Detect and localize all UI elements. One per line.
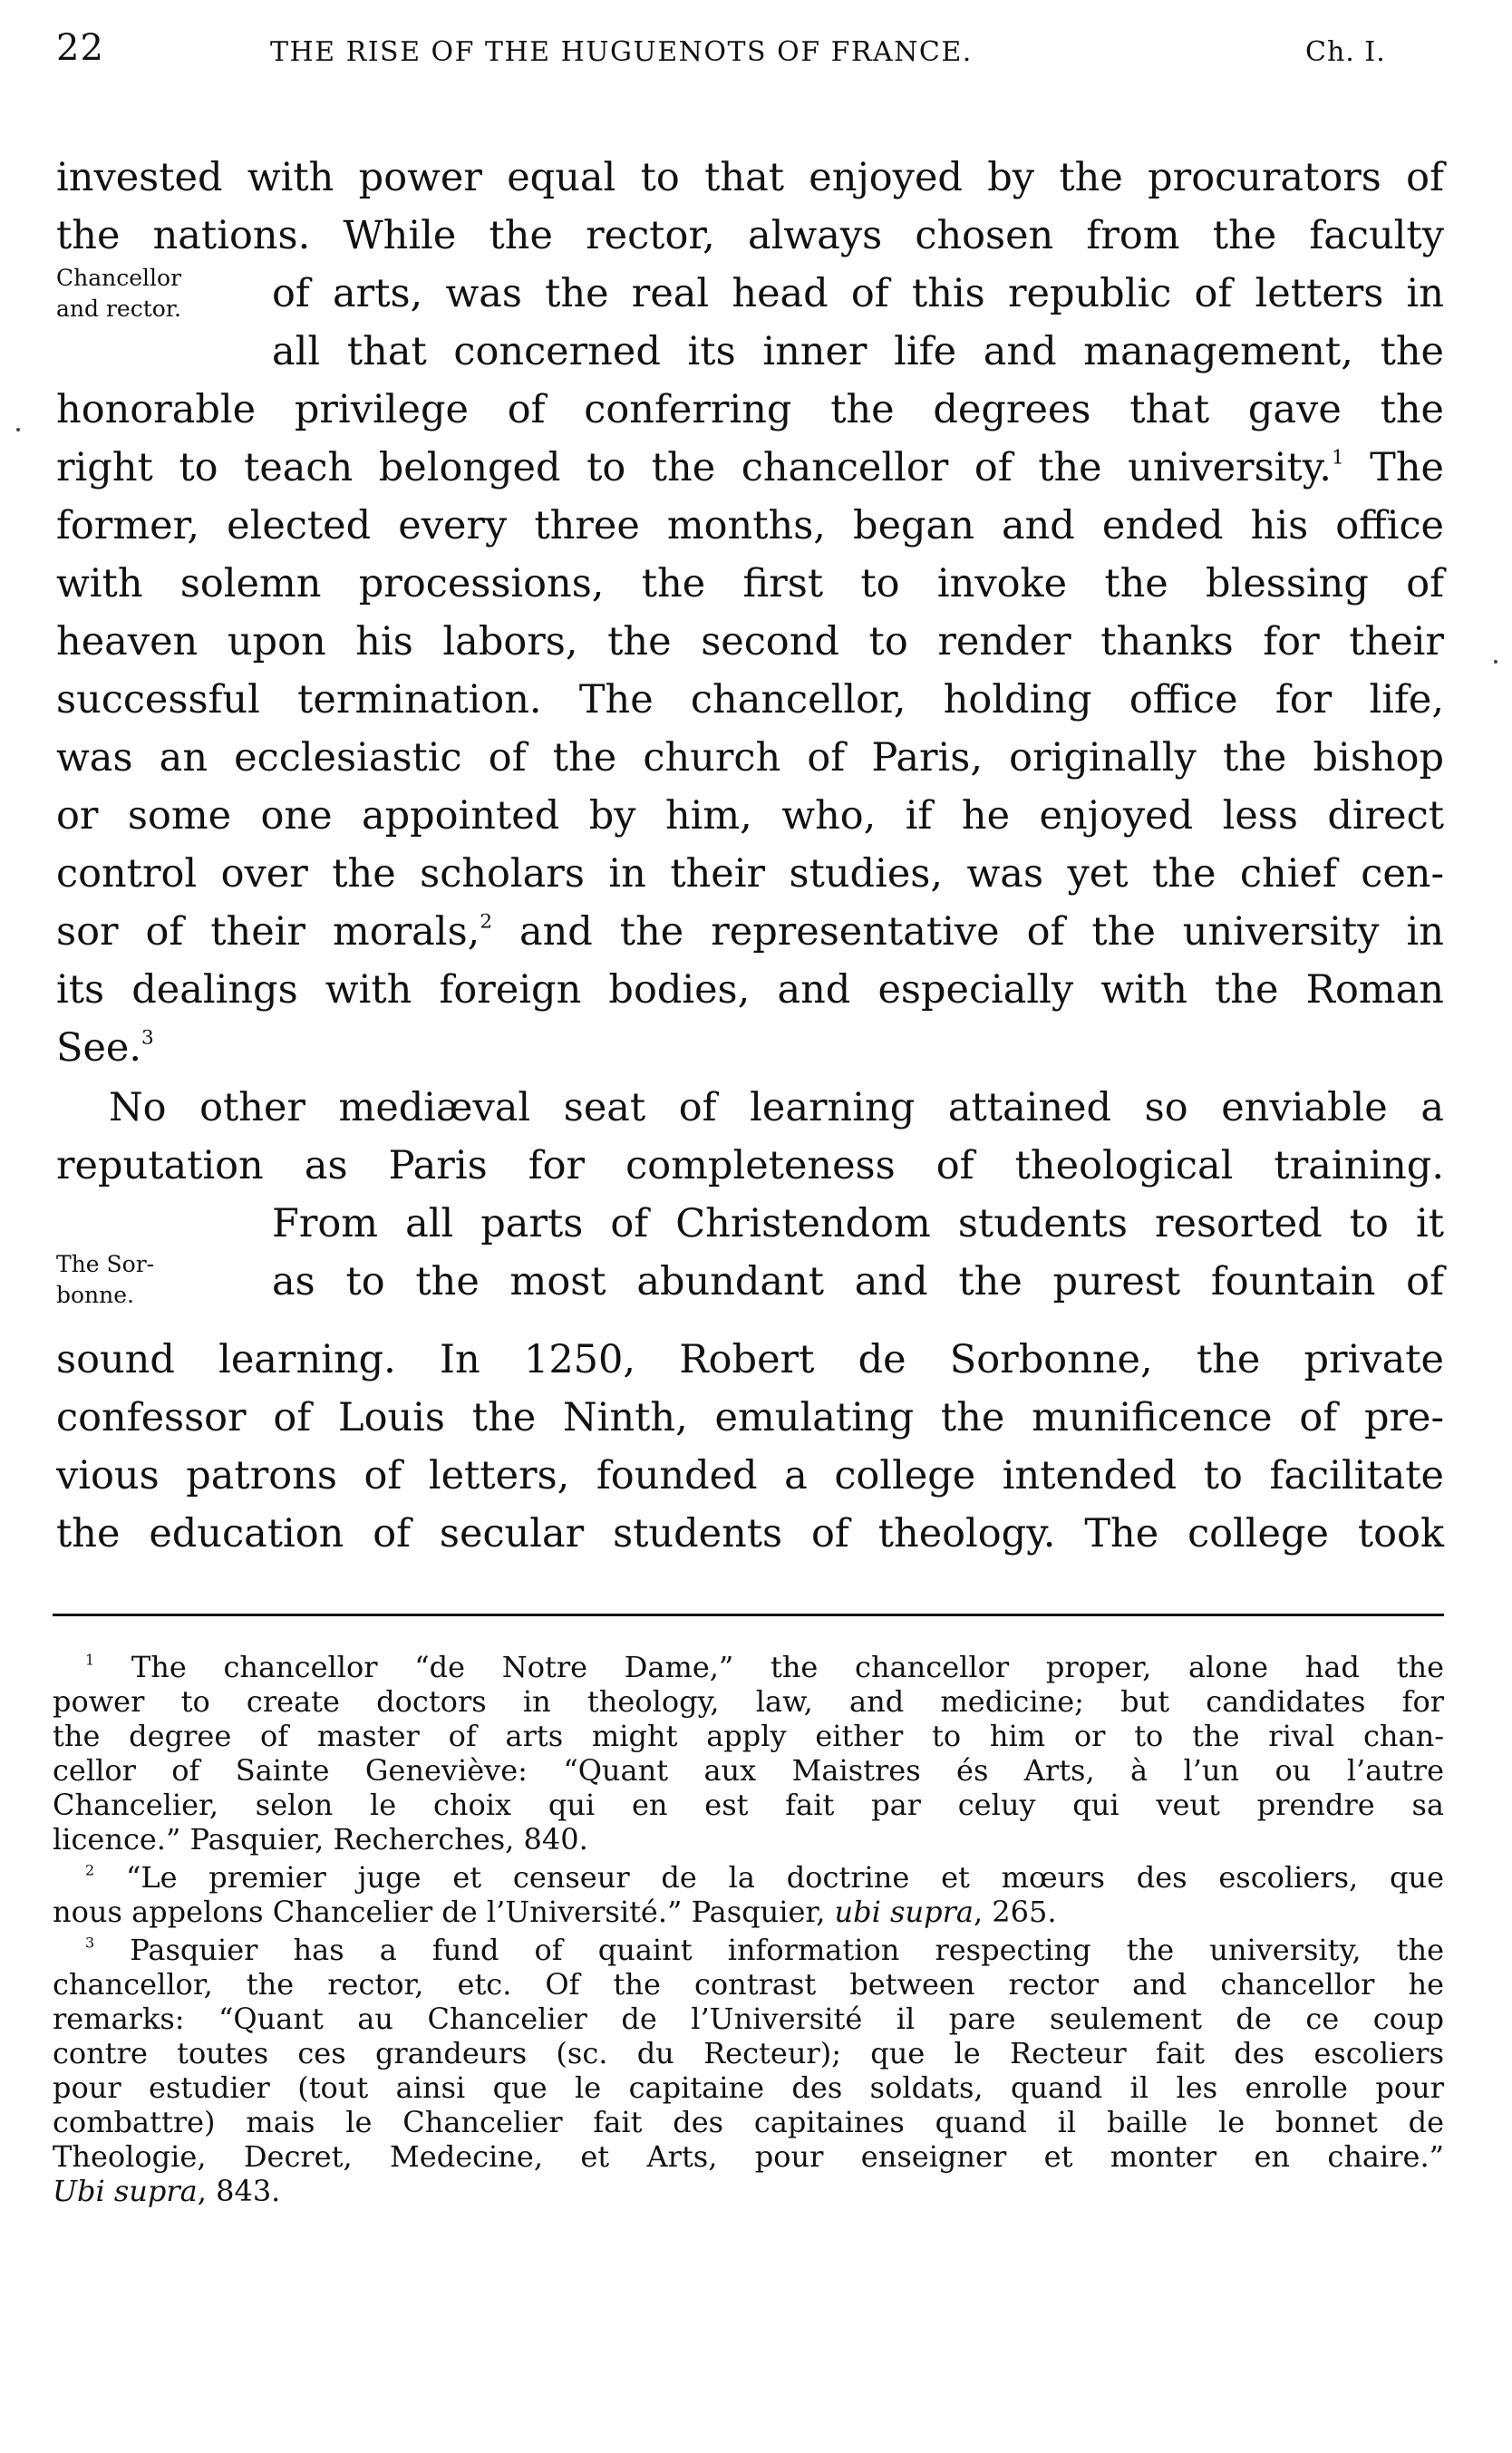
body-line: was an ecclesiastic of the church of Paris, originally the bishop [56,735,1444,780]
sidenote-line: bonne. [56,1282,134,1308]
footnote-text: nous appelons Chancelier de l’Université.” Pasquier, [53,1895,835,1929]
running-title: THE RISE OF THE HUGUENOTS OF FRANCE. [270,36,973,68]
sidenote-line: Chancellor [56,265,182,291]
footnote-ref-3[interactable]: 3 [141,1026,154,1050]
body-line: confessor of Louis the Ninth, emulating the munificence of pre- [56,1395,1444,1440]
footnote-separator-rule [53,1614,1444,1616]
footnote-line [53,2174,1444,2208]
body-line: heaven upon his labors, the second to render thanks for their [56,619,1444,664]
footnote-text: “Le premier juge et censeur de la doctrine et mœurs des escoliers, que [125,1860,1445,1895]
footnote-text: Pasquier has a fund of quaint information respecting the university, the [130,1933,1445,1967]
body-line: No other mediæval seat of learning attained so enviable a [109,1085,1444,1130]
scan-speck [16,428,20,431]
body-line: with solemn processions, the first to invoke the blessing of [56,561,1444,606]
footnote-line: pour estudier (tout ainsi que le capitaine des soldats, quand il les enrolle pour [53,2070,1444,2105]
footnote-line: combattre) mais le Chancelier fait des capitaines quand il baille le bonnet de [53,2105,1444,2139]
footnote-text: The chancellor “de Notre Dame,” the chancellor proper, alone had the [131,1650,1445,1684]
body-line: or some one appointed by him, who, if he enjoyed less direct [56,793,1444,839]
body-line: the nations. While the rector, always chosen from the faculty [56,213,1444,258]
body-line: control over the scholars in their studies, was yet the chief cen- [56,851,1444,897]
footnote-marker: 3 [85,1934,95,1952]
footnote-line: the degree of master of arts might apply either to him or to the rival chan- [53,1719,1444,1753]
footnote-line [53,1895,1444,1929]
body-line: of arts, was the real head of this republic of letters in [272,271,1444,316]
footnote-ref-1[interactable]: 1 [1331,446,1344,470]
body-text-span: right to teach belonged to the chancellor of the university. [56,445,1332,490]
sidenote-chancellor-and-rector [56,263,181,325]
footnote-2 [53,1860,1444,1895]
body-line: invested with power equal to that enjoyed by the procurators of [56,155,1444,200]
footnote-line: licence.” Pasquier, Recherches, 840. [53,1822,588,1857]
sidenote-line: The Sor- [56,1251,155,1277]
footnote-line: chancellor, the rector, etc. Of the contrast between rector and chancellor he [53,1967,1444,2002]
body-line: all that concerned its inner life and management, the [272,329,1444,374]
footnote-line: Theologie, Decret, Medecine, et Arts, pour enseigner et monter en chaire.” [53,2139,1444,2174]
sidenote-line: and rector. [56,296,181,322]
body-text-span: and the representative of the university in [492,909,1445,955]
body-line: successful termination. The chancellor, holding office for life, [56,677,1444,722]
footnote-marker: 2 [85,1861,95,1879]
body-line: sound learning. In 1250, Robert de Sorbonne, the private [56,1337,1444,1382]
footnote-line: Chancelier, selon le choix qui en est fait par celuy qui veut prendre sa [53,1788,1444,1822]
chapter-label: Ch. I. [1305,36,1386,68]
footnote-text: , 843. [197,2174,281,2208]
footnote-line: power to create doctors in theology, law, and medicine; but candidates for [53,1684,1444,1719]
body-line: former, elected every three months, began and ended his office [56,503,1444,548]
footnote-citation-italic: ubi supra [834,1895,974,1929]
body-line: reputation as Paris for completeness of theological training. [56,1143,1444,1188]
footnote-text: , 265. [973,1895,1057,1929]
footnote-line: remarks: “Quant au Chancelier de l’Université il pare seulement de ce coup [53,2002,1444,2036]
footnote-marker: 1 [85,1651,95,1669]
body-line: as to the most abundant and the purest fountain of [272,1259,1444,1304]
body-line: its dealings with foreign bodies, and especially with the Roman [56,967,1444,1013]
body-line: From all parts of Christendom students resorted to it [272,1201,1444,1246]
body-text-span: The [1343,445,1444,490]
body-line [56,903,1444,961]
footnote-ref-2[interactable]: 2 [480,910,492,934]
body-line [56,1019,1444,1077]
footnote-line: contre toutes ces grandeurs (sc. du Recteur); que le Recteur fait des escoliers [53,2036,1444,2070]
body-line [56,439,1444,497]
footnote-3 [53,1933,1444,1967]
body-line: the education of secular students of theology. The college took [56,1511,1444,1556]
sidenote-the-sorbonne [56,1249,154,1311]
body-text-span: sor of their morals, [56,909,480,955]
body-text-span: See. [56,1025,142,1071]
body-line: vious patrons of letters, founded a college intended to facilitate [56,1453,1444,1498]
body-line: honorable privilege of conferring the degrees that gave the [56,387,1444,432]
footnote-citation-italic: Ubi supra [53,2174,198,2208]
footnote-line: cellor of Sainte Geneviève: “Quant aux Maistres és Arts, à l’un ou l’autre [53,1753,1444,1788]
page-number: 22 [56,27,104,69]
footnote-1 [53,1650,1444,1684]
scan-speck [1494,660,1497,664]
